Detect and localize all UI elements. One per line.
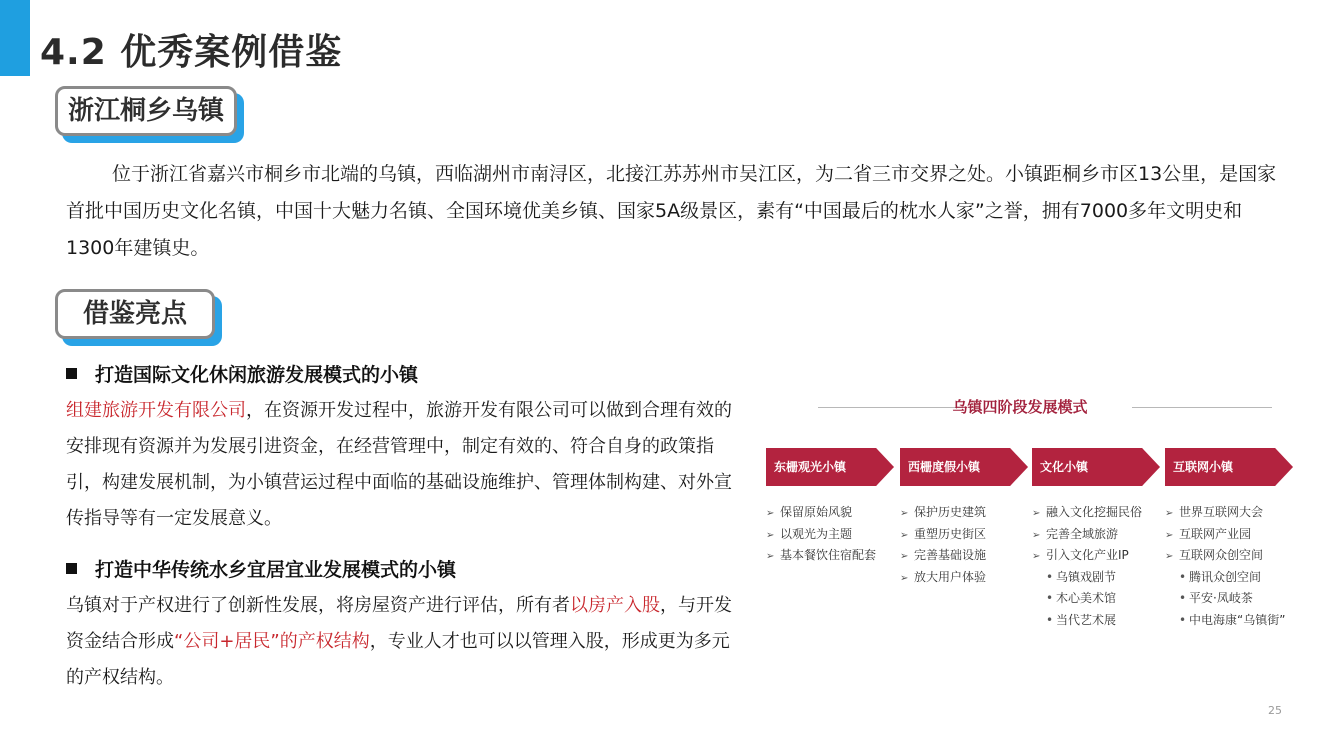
stage-item: ➢ 融入文化挖掘民俗 bbox=[1032, 502, 1142, 524]
stage-item: ➢ 完善基础设施 bbox=[900, 545, 986, 567]
stage-items-1 bbox=[766, 502, 876, 567]
stage-item: ➢ 引入文化产业IP bbox=[1032, 545, 1142, 567]
chevron-right-icon: ➢ bbox=[766, 529, 775, 541]
chevron-right-icon: ➢ bbox=[1165, 529, 1174, 541]
stage-arrow-2 bbox=[900, 448, 1028, 486]
stage-item: ➢ 基本餐饮住宿配套 bbox=[766, 545, 876, 567]
diagram-title-rule-right bbox=[1132, 407, 1272, 408]
stage-item: ➢ 互联网众创空间 bbox=[1165, 545, 1285, 567]
paragraph-text: ，与开发资金结合形成 bbox=[66, 595, 732, 652]
paragraph-text: 乌镇对于产权进行了创新性发展，将房屋资产进行评估，所有者 bbox=[66, 595, 570, 616]
chevron-right-icon: ➢ bbox=[900, 529, 909, 541]
emphasis-text: 以房产入股 bbox=[570, 595, 660, 616]
chevron-right-icon: ➢ bbox=[1032, 551, 1041, 562]
stage-subitem: • 木心美术馆 bbox=[1032, 588, 1142, 610]
bullet-dot-icon: • bbox=[1179, 569, 1187, 584]
bullet-square-icon bbox=[66, 368, 77, 379]
page-number: 25 bbox=[1268, 704, 1282, 717]
stage-item: ➢ 保护历史建筑 bbox=[900, 502, 986, 524]
highlight-paragraph-2 bbox=[66, 588, 746, 696]
chevron-right-icon: ➢ bbox=[900, 508, 909, 519]
stage-item: ➢ 放大用户体验 bbox=[900, 567, 986, 589]
stage-item: ➢ 重塑历史街区 bbox=[900, 524, 986, 546]
chevron-right-icon: ➢ bbox=[1032, 529, 1041, 541]
stage-items-3 bbox=[1032, 502, 1142, 631]
stage-label: 西栅度假小镇 bbox=[908, 460, 981, 474]
stage-subitem: • 中电海康“乌镇街” bbox=[1165, 610, 1285, 632]
stage-subitem: • 腾讯众创空间 bbox=[1165, 567, 1285, 589]
stage-item: ➢ 保留原始风貌 bbox=[766, 502, 876, 524]
paragraph-text: ，在资源开发过程中，旅游开发有限公司可以做到合理有效的安排现有资源并为发展引进资金，在经营管理中，制定有效的、符合自身的政策指引，构建发展机制，为小镇营运过程中面临的基础设施维护、管理体制构建、对外宣传指导等有一定发展意义。 bbox=[66, 400, 732, 529]
bullet-square-icon bbox=[66, 563, 77, 574]
bullet-dot-icon: • bbox=[1046, 612, 1054, 627]
stage-item: ➢ 以观光为主题 bbox=[766, 524, 876, 546]
stage-items-2 bbox=[900, 502, 986, 588]
chevron-right-icon: ➢ bbox=[766, 551, 775, 562]
emphasis-text: “公司+居民”的产权结构 bbox=[174, 631, 370, 652]
paragraph-text: ，专业人才也可以以管理入股，形成更为多元的产权结构。 bbox=[66, 631, 730, 688]
chevron-right-icon: ➢ bbox=[900, 551, 909, 562]
chevron-right-icon: ➢ bbox=[1032, 508, 1041, 519]
chevron-right-icon: ➢ bbox=[1165, 508, 1174, 519]
stage-items-4 bbox=[1165, 502, 1285, 631]
chevron-right-icon: ➢ bbox=[1165, 551, 1174, 562]
development-stages-diagram bbox=[760, 388, 1300, 648]
chevron-right-icon: ➢ bbox=[900, 572, 909, 584]
stage-item: ➢ 互联网产业园 bbox=[1165, 524, 1285, 546]
section-tag-wuzhen: 浙江桐乡乌镇 bbox=[55, 86, 237, 136]
chevron-right-icon: ➢ bbox=[766, 508, 775, 519]
stage-item: ➢ 完善全域旅游 bbox=[1032, 524, 1142, 546]
stage-label: 互联网小镇 bbox=[1173, 460, 1234, 474]
intro-paragraph: 位于浙江省嘉兴市桐乡市北端的乌镇，西临湖州市南浔区，北接江苏苏州市吴江区，为二省三市交界之处。小镇距桐乡市区13公里，是国家首批中国历史文化名镇，中国十大魅力名镇、全国环境优美乡镇、国家5A级景区，素有“中国最后的枕水人家”之誉，拥有7000多年文明史和1300年建镇史。 bbox=[66, 163, 1277, 259]
stage-arrow-1 bbox=[766, 448, 894, 486]
highlight-heading-1 bbox=[66, 360, 418, 387]
page-title: 4.2 优秀案例借鉴 bbox=[40, 32, 343, 73]
title-accent-bar bbox=[0, 0, 30, 76]
stage-arrow-3 bbox=[1032, 448, 1160, 486]
stage-subitem: • 乌镇戏剧节 bbox=[1032, 567, 1142, 589]
bullet-dot-icon: • bbox=[1046, 591, 1054, 605]
stage-subitem: • 平安·凤岐茶 bbox=[1165, 588, 1285, 610]
bullet-dot-icon: • bbox=[1046, 569, 1054, 584]
highlight-heading-1-text: 打造国际文化休闲旅游发展模式的小镇 bbox=[95, 364, 419, 386]
stage-arrow-4 bbox=[1165, 448, 1293, 486]
section-tag-highlights: 借鉴亮点 bbox=[55, 289, 215, 339]
bullet-dot-icon: • bbox=[1179, 591, 1187, 605]
highlight-paragraph-1 bbox=[66, 393, 746, 537]
highlight-heading-2-text: 打造中华传统水乡宜居宜业发展模式的小镇 bbox=[95, 559, 457, 581]
stage-label: 文化小镇 bbox=[1040, 460, 1089, 474]
highlight-heading-2 bbox=[66, 555, 456, 582]
stage-subitem: • 当代艺术展 bbox=[1032, 610, 1142, 632]
emphasis-text: 组建旅游开发有限公司 bbox=[66, 400, 246, 421]
stage-item: ➢ 世界互联网大会 bbox=[1165, 502, 1285, 524]
bullet-dot-icon: • bbox=[1179, 612, 1187, 627]
diagram-title: 乌镇四阶段发展模式 bbox=[952, 398, 1088, 416]
stage-label: 东栅观光小镇 bbox=[774, 460, 847, 474]
